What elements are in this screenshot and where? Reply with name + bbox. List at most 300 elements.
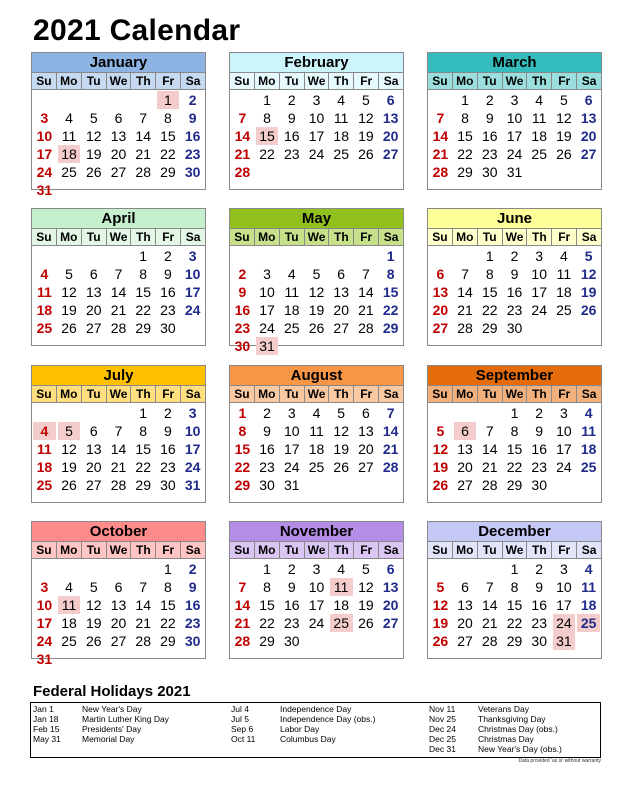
day-cell: 10 [308, 579, 325, 595]
day-cell: 6 [89, 266, 98, 282]
empty-cell [305, 247, 328, 265]
day-cell: 28 [481, 633, 498, 649]
holiday-date: Oct 11 [231, 734, 256, 744]
empty-cell [132, 91, 155, 109]
day-cell: 18 [333, 597, 349, 613]
weekday-label: Tu [478, 386, 503, 402]
day-cell: 22 [506, 615, 523, 631]
day-cell: 29 [234, 477, 251, 493]
day-cell: 19 [358, 128, 374, 144]
day-cell: 10 [556, 579, 572, 595]
weekday-label: Fr [552, 73, 577, 89]
day-cell: 10 [36, 128, 53, 144]
weekday-label: Tu [82, 386, 107, 402]
holiday-row [429, 714, 598, 724]
day-cell: 16 [184, 128, 201, 144]
day-cell: 19 [85, 615, 102, 631]
weekday-label: Su [32, 73, 57, 89]
day-cell: 14 [481, 597, 498, 613]
weekday-label: Fr [354, 229, 379, 245]
weekday-label: Th [527, 229, 552, 245]
weekday-label: Sa [383, 543, 399, 557]
day-cell: 13 [110, 597, 127, 613]
day-cell: 9 [188, 110, 197, 126]
weekday-label: Sa [185, 543, 201, 557]
day-cell: 12 [85, 128, 102, 144]
weekday-label: Fr [354, 73, 379, 89]
day-grid [230, 559, 403, 650]
day-cell: 13 [85, 441, 102, 457]
day-cell: 2 [188, 92, 197, 108]
empty-cell [82, 560, 105, 578]
empty-cell [33, 404, 56, 422]
day-grid [32, 559, 205, 668]
day-cell: 1 [510, 561, 519, 577]
day-cell: 22 [481, 302, 498, 318]
month-october [31, 521, 206, 667]
day-cell: 9 [510, 266, 519, 282]
day-cell: 27 [432, 320, 449, 336]
weekday-label: Mo [255, 386, 280, 402]
day-cell: 20 [110, 615, 127, 631]
day-cell: 17 [531, 284, 547, 300]
day-cell: 21 [110, 302, 127, 318]
month-title: November [230, 522, 403, 542]
day-cell: 7 [114, 423, 123, 439]
day-cell: 21 [135, 615, 151, 631]
day-cell: 24 [184, 302, 201, 318]
day-grid [428, 559, 601, 650]
day-cell: 5 [436, 423, 445, 439]
empty-cell [107, 404, 130, 422]
day-cell: 9 [238, 284, 247, 300]
day-cell: 15 [259, 597, 275, 613]
weekday-label: Fr [552, 542, 577, 558]
day-cell: 26 [432, 633, 449, 649]
day-cell: 13 [333, 284, 349, 300]
weekday-label: Th [329, 542, 354, 558]
day-cell: 15 [135, 284, 151, 300]
holiday-date: Dec 24 [429, 724, 456, 734]
weekday-label: Th [329, 386, 354, 402]
empty-cell [58, 91, 81, 109]
day-cell: 9 [535, 579, 544, 595]
day-cell: 12 [61, 441, 77, 457]
day-cell: 5 [89, 579, 98, 595]
day-cell: 18 [580, 441, 597, 457]
day-cell: 21 [234, 615, 251, 631]
day-cell: 10 [259, 284, 275, 300]
empty-cell [82, 247, 105, 265]
day-cell: 12 [358, 110, 374, 126]
weekday-label: We [305, 73, 330, 89]
day-cell: 21 [358, 302, 374, 318]
day-cell: 18 [556, 284, 572, 300]
day-cell: 10 [184, 266, 201, 282]
empty-cell [82, 91, 105, 109]
day-cell: 26 [556, 146, 572, 162]
holiday-date: Nov 25 [429, 714, 456, 724]
day-cell: 16 [283, 128, 300, 144]
day-cell: 12 [432, 441, 449, 457]
day-cell: 15 [457, 128, 473, 144]
day-cell: 11 [309, 423, 324, 439]
day-cell: 7 [139, 579, 148, 595]
day-cell: 1 [461, 92, 469, 108]
day-cell: 25 [36, 477, 53, 493]
weekday-label: We [107, 542, 132, 558]
day-cell: 28 [135, 633, 151, 649]
empty-cell [280, 247, 303, 265]
weekday-label: Mo [57, 229, 82, 245]
day-cell: 21 [481, 459, 498, 475]
day-cell: 7 [139, 110, 148, 126]
day-cell: 7 [436, 110, 445, 126]
holiday-row [429, 704, 598, 714]
day-cell: 31 [283, 477, 300, 493]
holiday-row [231, 704, 420, 714]
day-cell: 22 [160, 146, 176, 162]
weekday-header [230, 542, 403, 559]
empty-cell [256, 247, 279, 265]
day-cell: 4 [312, 405, 321, 421]
day-grid [32, 246, 205, 337]
empty-cell [231, 560, 254, 578]
holiday-date: May 31 [33, 734, 61, 744]
weekday-label: Tu [478, 229, 503, 245]
month-march [427, 52, 602, 190]
weekday-label: Sa [383, 74, 399, 88]
month-title: June [428, 209, 601, 229]
day-cell: 15 [234, 441, 251, 457]
month-title: March [428, 53, 601, 73]
holiday-column [33, 704, 202, 744]
holiday-day-cell: 1 [157, 91, 180, 109]
day-cell: 30 [160, 477, 176, 493]
weekday-header [32, 542, 205, 559]
empty-cell [58, 560, 81, 578]
holiday-row [231, 714, 420, 724]
empty-cell [429, 247, 452, 265]
day-cell: 27 [333, 320, 349, 336]
weekday-label: Fr [156, 542, 181, 558]
day-cell: 20 [358, 441, 374, 457]
weekday-label: Su [428, 386, 453, 402]
holiday-name: Martin Luther King Day [82, 714, 169, 724]
empty-cell [429, 404, 452, 422]
day-cell: 6 [386, 561, 395, 577]
day-cell: 29 [481, 320, 498, 336]
day-cell: 11 [581, 423, 597, 439]
day-cell: 30 [531, 477, 547, 493]
empty-cell [478, 404, 501, 422]
day-cell: 26 [85, 633, 102, 649]
day-cell: 6 [114, 110, 123, 126]
weekday-label: Mo [453, 386, 478, 402]
day-cell: 27 [358, 459, 374, 475]
day-cell: 15 [506, 597, 523, 613]
day-cell: 17 [36, 615, 53, 631]
day-cell: 21 [481, 615, 498, 631]
month-title: December [428, 522, 601, 542]
weekday-label: Su [428, 73, 453, 89]
weekday-label: Fr [156, 386, 181, 402]
day-cell: 11 [581, 579, 597, 595]
weekday-label: Tu [478, 542, 503, 558]
weekday-label: We [503, 542, 528, 558]
day-cell: 14 [110, 284, 127, 300]
day-cell: 24 [36, 164, 53, 180]
day-cell: 29 [457, 164, 473, 180]
day-cell: 26 [61, 320, 77, 336]
day-cell: 22 [135, 459, 151, 475]
weekday-label: Su [32, 229, 57, 245]
day-cell: 6 [584, 92, 593, 108]
day-cell: 28 [110, 320, 127, 336]
day-cell: 20 [382, 597, 399, 613]
weekday-header [32, 73, 205, 90]
weekday-header [428, 542, 601, 559]
holiday-day-cell: 31 [256, 337, 279, 355]
month-june [427, 208, 602, 346]
day-cell: 26 [308, 320, 325, 336]
day-cell: 16 [481, 128, 498, 144]
day-cell: 6 [386, 92, 395, 108]
day-cell: 3 [188, 248, 197, 264]
holiday-day-cell: 25 [577, 614, 600, 632]
holiday-name: Memorial Day [82, 734, 135, 744]
day-cell: 17 [184, 284, 201, 300]
month-september [427, 365, 602, 503]
day-cell: 13 [580, 110, 597, 126]
day-cell: 26 [85, 164, 102, 180]
day-cell: 11 [36, 441, 52, 457]
day-cell: 7 [461, 266, 469, 282]
holiday-row [231, 724, 420, 734]
day-cell: 16 [184, 597, 201, 613]
day-cell: 26 [333, 459, 349, 475]
day-cell: 1 [238, 405, 247, 421]
weekday-label: Mo [453, 542, 478, 558]
day-cell: 26 [358, 146, 374, 162]
holiday-name: Christmas Day (obs.) [478, 724, 558, 734]
weekday-label: Mo [255, 229, 280, 245]
weekday-label: Sa [581, 74, 597, 88]
weekday-label: Tu [478, 73, 503, 89]
month-february [229, 52, 404, 190]
day-cell: 7 [485, 423, 494, 439]
day-cell: 27 [110, 164, 127, 180]
day-cell: 24 [556, 459, 572, 475]
day-cell: 29 [506, 633, 523, 649]
day-cell: 12 [432, 597, 449, 613]
day-cell: 14 [110, 441, 127, 457]
day-cell: 14 [135, 128, 151, 144]
day-cell: 1 [263, 92, 271, 108]
day-cell: 15 [160, 597, 176, 613]
day-cell: 8 [139, 423, 148, 439]
day-cell: 27 [85, 477, 102, 493]
day-cell: 15 [160, 128, 176, 144]
empty-cell [429, 91, 452, 109]
weekday-label: Th [131, 542, 156, 558]
month-title: April [32, 209, 205, 229]
weekday-label: Mo [255, 542, 280, 558]
day-cell: 19 [432, 615, 449, 631]
weekday-header [428, 229, 601, 246]
day-cell: 31 [184, 477, 201, 493]
weekday-label: Fr [156, 73, 181, 89]
day-cell: 2 [188, 561, 197, 577]
empty-cell [454, 560, 477, 578]
day-cell: 20 [382, 128, 399, 144]
day-cell: 11 [36, 284, 52, 300]
day-cell: 10 [556, 423, 572, 439]
weekday-label: Mo [453, 229, 478, 245]
day-cell: 12 [85, 597, 102, 613]
day-cell: 10 [283, 423, 300, 439]
weekday-label: Tu [280, 386, 305, 402]
day-cell: 9 [485, 110, 494, 126]
month-title: October [32, 522, 205, 542]
day-cell: 5 [584, 248, 593, 264]
day-cell: 20 [432, 302, 449, 318]
day-cell: 30 [283, 633, 300, 649]
empty-cell [58, 247, 81, 265]
weekday-header [428, 73, 601, 90]
day-cell: 11 [61, 128, 77, 144]
month-november [229, 521, 404, 659]
day-cell: 20 [85, 459, 102, 475]
holiday-day-cell: 24 [553, 614, 576, 632]
day-cell: 27 [457, 477, 473, 493]
day-cell: 29 [160, 633, 176, 649]
weekday-label: Tu [280, 73, 305, 89]
day-cell: 18 [333, 128, 349, 144]
day-cell: 12 [333, 423, 349, 439]
weekday-label: Th [329, 73, 354, 89]
holiday-name: Presidents' Day [82, 724, 142, 734]
weekday-label: Tu [82, 542, 107, 558]
day-cell: 25 [283, 320, 300, 336]
weekday-label: We [503, 386, 528, 402]
day-cell: 13 [110, 128, 127, 144]
holiday-name: Independence Day (obs.) [280, 714, 376, 724]
day-cell: 29 [135, 477, 151, 493]
holiday-name: Labor Day [280, 724, 320, 734]
day-cell: 4 [40, 266, 49, 282]
day-cell: 12 [358, 579, 374, 595]
day-cell: 13 [457, 597, 473, 613]
weekday-label: Sa [383, 387, 399, 401]
weekday-label: We [305, 229, 330, 245]
holiday-day-cell: 11 [58, 596, 81, 614]
weekday-label: Th [131, 229, 156, 245]
day-grid [428, 403, 601, 494]
day-cell: 5 [337, 405, 346, 421]
day-cell: 15 [481, 284, 498, 300]
day-cell: 20 [580, 128, 597, 144]
day-cell: 30 [481, 164, 498, 180]
weekday-label: Fr [354, 386, 379, 402]
day-cell: 3 [312, 92, 321, 108]
empty-cell [107, 560, 130, 578]
day-cell: 14 [481, 441, 498, 457]
day-cell: 8 [510, 423, 519, 439]
day-cell: 2 [164, 405, 172, 421]
day-cell: 8 [238, 423, 247, 439]
empty-cell [231, 91, 254, 109]
empty-cell [231, 247, 254, 265]
weekday-label: We [305, 386, 330, 402]
day-cell: 10 [506, 110, 523, 126]
holiday-day-cell: 25 [330, 614, 353, 632]
weekday-label: We [305, 542, 330, 558]
empty-cell [33, 560, 56, 578]
weekday-label: We [107, 73, 132, 89]
day-cell: 27 [457, 633, 473, 649]
day-cell: 14 [234, 597, 251, 613]
day-cell: 2 [535, 561, 544, 577]
holiday-row [33, 724, 202, 734]
holiday-name: Christmas Day [478, 734, 534, 744]
day-grid [32, 90, 205, 199]
day-cell: 23 [160, 302, 176, 318]
day-cell: 1 [139, 248, 148, 264]
day-cell: 15 [135, 441, 151, 457]
day-cell: 4 [560, 248, 568, 264]
weekday-label: Mo [57, 386, 82, 402]
empty-cell [330, 247, 353, 265]
day-cell: 12 [556, 110, 572, 126]
day-cell: 10 [531, 266, 547, 282]
day-cell: 25 [556, 302, 572, 318]
day-cell: 25 [580, 459, 597, 475]
holiday-date: Jan 1 [33, 704, 54, 714]
day-cell: 23 [259, 459, 275, 475]
holiday-name: Columbus Day [280, 734, 336, 744]
day-cell: 2 [485, 92, 494, 108]
day-cell: 31 [36, 651, 53, 667]
day-cell: 3 [510, 92, 519, 108]
day-cell: 4 [584, 405, 593, 421]
day-cell: 8 [164, 110, 172, 126]
day-cell: 19 [580, 284, 597, 300]
day-cell: 21 [135, 146, 151, 162]
day-cell: 16 [259, 441, 275, 457]
day-cell: 18 [580, 597, 597, 613]
day-cell: 24 [36, 633, 53, 649]
day-cell: 28 [481, 477, 498, 493]
day-cell: 17 [259, 302, 275, 318]
holiday-name: Independence Day [280, 704, 352, 714]
day-cell: 17 [556, 597, 572, 613]
day-cell: 7 [485, 579, 494, 595]
holiday-date: Feb 15 [33, 724, 60, 734]
empty-cell [454, 247, 477, 265]
day-cell: 6 [362, 405, 370, 421]
day-cell: 16 [531, 597, 547, 613]
day-cell: 25 [531, 146, 547, 162]
month-january [31, 52, 206, 198]
day-cell: 4 [535, 92, 544, 108]
holiday-name: Veterans Day [478, 704, 530, 714]
holiday-date: Sep 6 [231, 724, 254, 734]
day-cell: 9 [164, 266, 172, 282]
holiday-row [231, 734, 420, 744]
day-cell: 9 [164, 423, 172, 439]
day-cell: 28 [432, 164, 449, 180]
